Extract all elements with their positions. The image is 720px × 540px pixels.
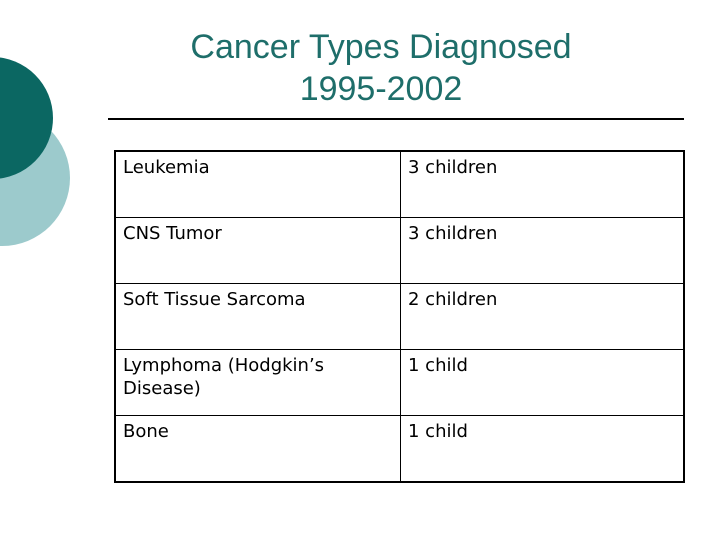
title-line-1: Cancer Types Diagnosed [190,28,572,66]
count-cell: 1 child [401,350,685,416]
table-row [115,416,684,483]
slide-title [150,26,612,110]
cancer-type-cell: CNS Tumor [115,218,401,284]
count-cell: 2 children [401,284,685,350]
cancer-type-cell: Leukemia [115,151,401,218]
table-row [115,218,684,284]
count-cell: 1 child [401,416,685,483]
cancer-type-cell: Soft Tissue Sarcoma [115,284,401,350]
cancer-type-cell: Lymphoma (Hodgkin’s Disease) [115,350,401,416]
table-row [115,151,684,218]
table-row [115,350,684,416]
decorative-circles [0,0,80,300]
cancer-type-cell: Bone [115,416,401,483]
count-cell: 3 children [401,218,685,284]
count-cell: 3 children [401,151,685,218]
cancer-types-table [114,150,685,483]
title-line-2: 1995-2002 [299,70,463,108]
table-row [115,284,684,350]
title-divider [108,118,684,120]
